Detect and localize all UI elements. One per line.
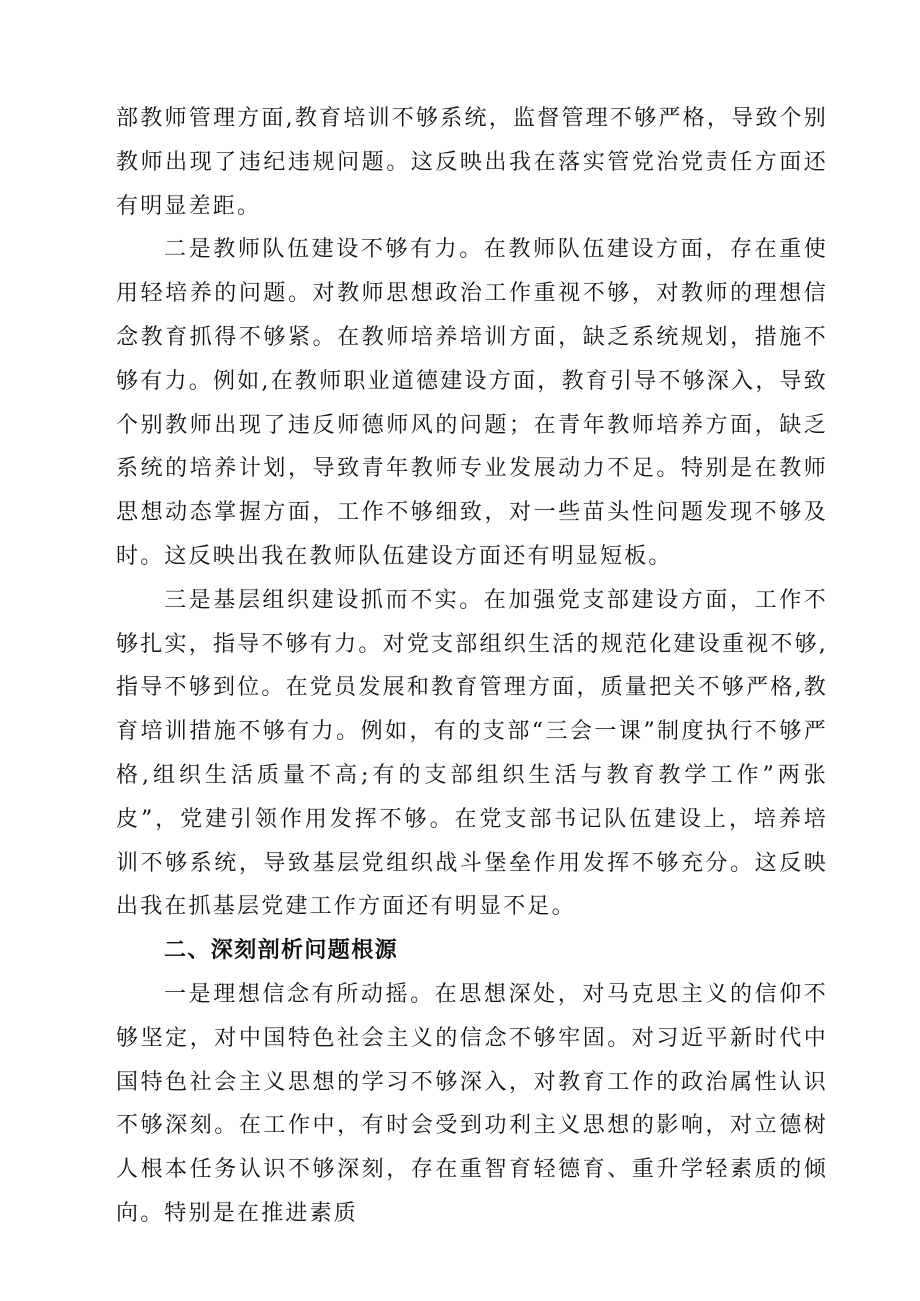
section-heading: 二、深刻剖析问题根源 <box>164 938 399 964</box>
paragraph-grassroots-organization: 三是基层组织建设抓而不实。在加强党支部建设方面，工作不够扎实，指导不够有力。对党支部组织生活的规范化建设重视不够,指导不够到位。在党员发展和教育管理方面，质量把关不够严格,教育培训措施不够有力。例如，有的支部“三会一课”制度执行不够严格,组织生活质量不高;有的支部组织生活与教育教学工作”两张皮”，党建引领作用发挥不够。在党支部书记队伍建设上，培养培训不够系统，导致基层党组织战斗堡垒作用发挥不够充分。这反映出我在抓基层党建工作方面还有明显不足。 <box>116 587 828 920</box>
paragraph-teacher-team: 二是教师队伍建设不够有力。在教师队伍建设方面，存在重使用轻培养的问题。对教师思想政治工作重视不够，对教师的理想信念教育抓得不够紧。在教师培养培训方面，缺乏系统规划，措施不够有力。例如,在教师职业道德建设方面，教育引导不够深入，导致个别教师出现了违反师德师风的问题；在青年教师培养方面，缺乏系统的培养计划，导致青年教师专业发展动力不足。特别是在教师思想动态掌握方面，工作不够细致，对一些苗头性问题发现不够及时。这反映出我在教师队伍建设方面还有明显短板。 <box>116 237 828 569</box>
paragraph-continuation: 部教师管理方面,教育培训不够系统，监督管理不够严格，导致个别教师出现了违纪违规问题。这反映出我在落实管党治党责任方面还有明显差距。 <box>116 106 828 219</box>
paragraph-ideals-beliefs: 一是理想信念有所动摇。在思想深处，对马克思主义的信仰不够坚定，对中国特色社会主义的信念不够牢固。对习近平新时代中国特色社会主义思想的学习不够深入，对教育工作的政治属性认识不够深刻。在工作中，有时会受到功利主义思想的影响，对立德树人根本任务认识不够深刻，存在重智育轻德育、重升学轻素质的倾向。特别是在推进素质 <box>116 981 828 1226</box>
document-body <box>116 97 828 1236</box>
